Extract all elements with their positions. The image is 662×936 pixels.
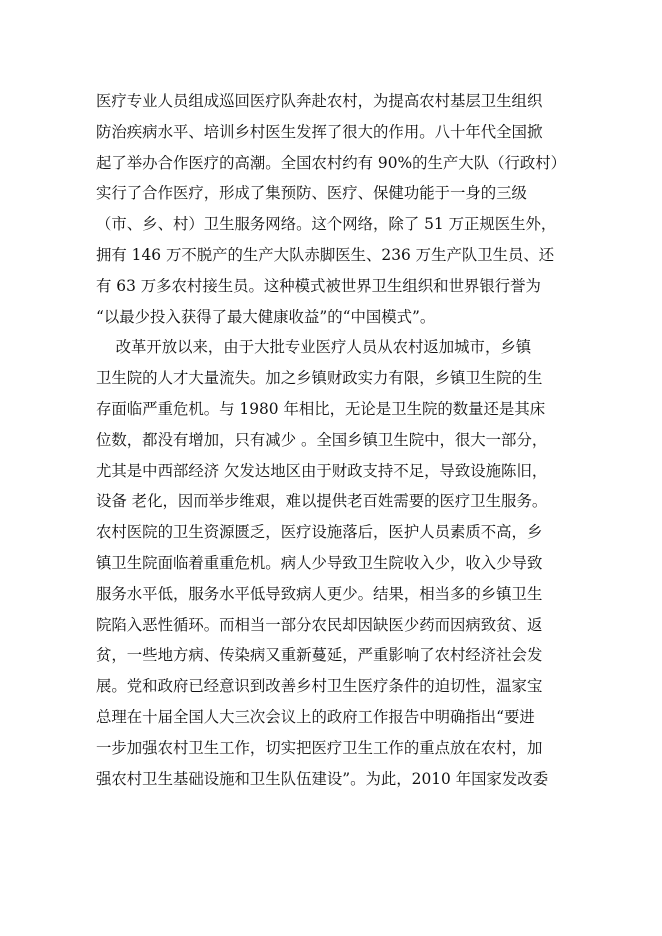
text-line: 农村医院的卫生资源匮乏，医疗设施落后，医护人员素质不高，乡: [96, 523, 543, 542]
text-line: 院陷入恶性循环。而相当一部分农民却因缺医少药而因病致贫、返: [96, 615, 543, 634]
text-line: 存面临严重危机。与 1980 年相比，无论是卫生院的数量还是其床: [96, 399, 546, 418]
text-line: 总理在十届全国人大三次会议上的政府工作报告中明确指出“要进: [96, 707, 535, 726]
text-line: 尤其是中西部经济 欠发达地区由于财政支持不足，导致设施陈旧，: [96, 461, 548, 480]
text-line: 拥有 146 万不脱产的生产大队赤脚医生、236 万生产队卫生员、还: [96, 245, 555, 264]
text-line: 改革开放以来，由于大批专业医疗人员从农村返加城市，乡镇: [96, 338, 532, 357]
body-text: [96, 86, 586, 794]
text-line: 有 63 万多农村接生员。这种模式被世界卫生组织和世界银行誉为: [96, 276, 541, 295]
text-line: 实行了合作医疗，形成了集预防、医疗、保健功能于一身的三级: [96, 184, 527, 203]
text-line: 卫生院的人才大量流失。加之乡镇财政实力有限，乡镇卫生院的生: [96, 369, 543, 388]
text-line: 镇卫生院面临着重重危机。病人少导致卫生院收入少，收入少导致: [96, 553, 543, 572]
text-line: 起了举办合作医疗的高潮。全国农村约有 90%的生产大队（行政村）: [96, 153, 567, 172]
text-line: 防治疾病水平、培训乡村医生发挥了很大的作用。八十年代全国掀: [96, 122, 543, 141]
text-line: 设备 老化，因而举步维艰，难以提供老百姓需要的医疗卫生服务。: [96, 492, 548, 511]
text-line: 展。党和政府已经意识到改善乡村卫生医疗条件的迫切性，温家宝: [96, 677, 543, 696]
text-line: 位数，都没有增加，只有减少 。全国乡镇卫生院中，很大一部分，: [96, 430, 548, 449]
text-line: 强农村卫生基础设施和卫生队伍建设”。为此，2010 年国家发改委: [96, 769, 549, 788]
text-line: 医疗专业人员组成巡回医疗队奔赴农村，为提高农村基层卫生组织: [96, 92, 543, 110]
text-line: 服务水平低，服务水平低导致病人更少。结果，相当多的乡镇卫生: [96, 584, 543, 603]
text-line: 一步加强农村卫生工作，切实把医疗卫生工作的重点放在农村，加: [96, 738, 543, 757]
text-line: （市、乡、村）卫生服务网络。这个网络，除了 51 万正规医生外，: [96, 215, 557, 234]
text-line: “以最少投入获得了最大健康收益”的“中国模式”。: [96, 307, 436, 326]
text-line: 贫，一些地方病、传染病又重新蔓延，严重影响了农村经济社会发: [96, 646, 543, 665]
